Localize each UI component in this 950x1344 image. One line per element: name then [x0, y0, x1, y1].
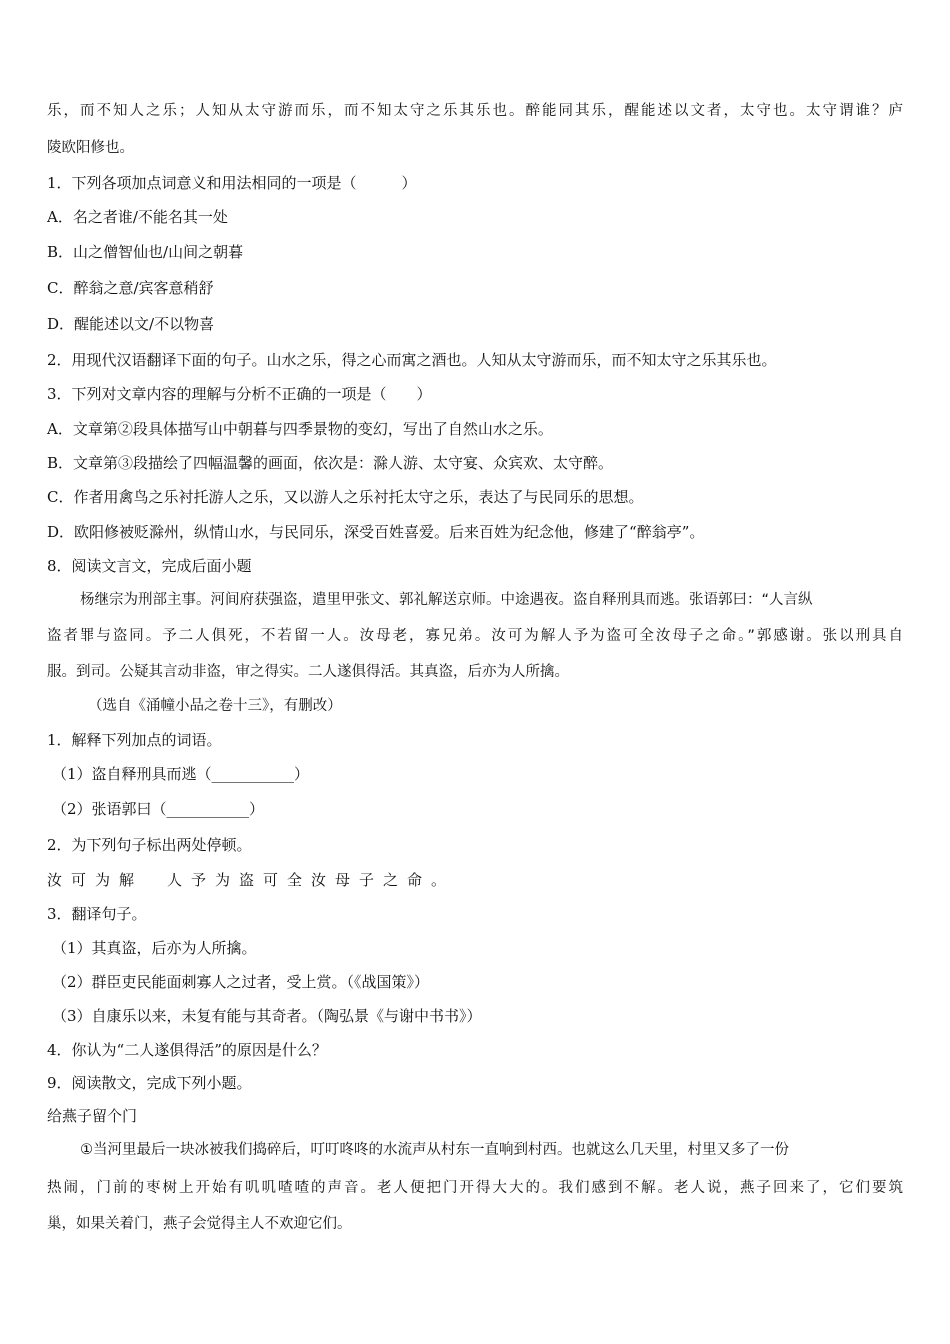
question-stem: 2．用现代汉语翻译下面的句子。山水之乐，得之心而寓之酒也。人知从太守游而乐，而不知太守之乐其乐也。 — [47, 351, 777, 369]
essay-line: 热闹，门前的枣树上开始有叽叽喳喳的声音。老人便把门开得大大的。我们感到不解。老人说，燕子回来了，它们要筑 — [47, 1180, 903, 1196]
question-heading: 8．阅读文言文，完成后面小题 — [47, 557, 252, 575]
passage-line: 乐，而不知人之乐；人知从太守游而乐，而不知太守之乐其乐也。醉能同其乐，醒能述以文者，太守也。太守谓谁？庐 — [47, 103, 903, 119]
sub-item: （1）其真盗，后亦为人所擒。 — [52, 939, 257, 957]
pause-sentence: 汝可为解 人予为盗可全汝母子之命。 — [47, 871, 456, 889]
passage-line: 陵欧阳修也。 — [47, 140, 134, 156]
option-d: D．欧阳修被贬滁州，纵情山水，与民同乐，深受百姓喜爱。后来百姓为纪念他，修建了“醉翁亭”。 — [47, 523, 705, 541]
option-d: D．醒能述以文/不以物喜 — [47, 315, 215, 333]
question-stem: 4．你认为“二人遂俱得活”的原因是什么？ — [47, 1041, 327, 1059]
question-stem: 3．翻译句子。 — [47, 905, 147, 923]
passage-line: 盗者罪与盗同。予二人俱死，不若留一人。汝母老，寡兄弟。汝可为解人予为盗可全汝母子之命。”郭感谢。张以刑具自 — [47, 628, 903, 644]
essay-line: 巢，如果关着门，燕子会觉得主人不欢迎它们。 — [47, 1216, 352, 1232]
option-b: B．山之僧智仙也/山间之朝暮 — [47, 243, 244, 261]
option-b: B．文章第③段描绘了四幅温馨的画面，依次是：滁人游、太守宴、众宾欢、太守醉。 — [47, 454, 614, 472]
sub-item: （1）盗自释刑具而逃（___________） — [52, 765, 310, 783]
essay-title: 给燕子留个门 — [47, 1107, 138, 1125]
option-c: C．醉翁之意/宾客意稍舒 — [47, 279, 214, 297]
sub-item: （2）张语郭曰（___________） — [52, 800, 265, 818]
question-stem: 1．下列各项加点词意义和用法相同的一项是（ ） — [47, 174, 417, 192]
passage-line: 杨继宗为刑部主事。河间府获强盗，遣里甲张文、郭礼解送京师。中途遇夜。盗自释刑具而逃。张语郭曰：“人言纵 — [80, 592, 813, 608]
question-heading: 9．阅读散文，完成下列小题。 — [47, 1074, 252, 1092]
question-stem: 1．解释下列加点的词语。 — [47, 731, 222, 749]
question-stem: 3．下列对文章内容的理解与分析不正确的一项是（ ） — [47, 385, 432, 403]
passage-source: （选自《涌幢小品之卷十三》，有删改） — [88, 698, 342, 714]
option-c: C．作者用禽鸟之乐衬托游人之乐，又以游人之乐衬托太守之乐，表达了与民同乐的思想。 — [47, 488, 644, 506]
passage-line: 服。到司。公疑其言动非盗，审之得实。二人遂俱得活。其真盗，后亦为人所擒。 — [47, 664, 569, 680]
essay-line: ①当河里最后一块冰被我们捣碎后，叮叮咚咚的水流声从村东一直响到村西。也就这么几天里，村里又多了一份 — [80, 1142, 789, 1158]
sub-item: （3）自康乐以来，未复有能与其奇者。（陶弘景《与谢中书书》） — [52, 1007, 482, 1025]
question-stem: 2．为下列句子标出两处停顿。 — [47, 836, 252, 854]
option-a: A．名之者谁/不能名其一处 — [47, 208, 228, 226]
sub-item: （2）群臣吏民能面刺寡人之过者，受上赏。（《战国策》） — [52, 973, 430, 991]
option-a: A．文章第②段具体描写山中朝暮与四季景物的变幻，写出了自然山水之乐。 — [47, 420, 553, 438]
